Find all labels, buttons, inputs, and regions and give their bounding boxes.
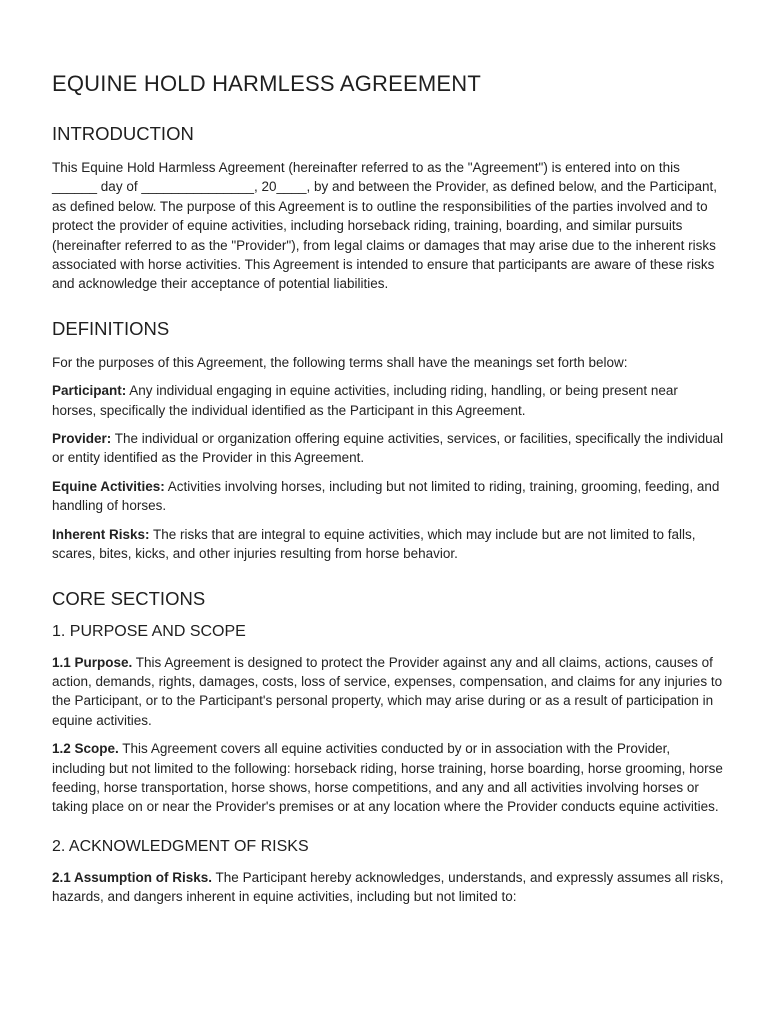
definitions-heading: DEFINITIONS bbox=[52, 317, 170, 339]
clause-text: This Agreement is designed to protect the Provider against any and all claims, actions, causes of action, demands, rights, damages, costs, loss of service, expenses, compensation, and claims for any injuries to the Participant, or to the Participant's personal property, which may arise during or as a result of participation in equine activities. bbox=[52, 654, 723, 728]
clause-term: 2.1 Assumption of Risks. bbox=[52, 869, 213, 885]
definition-inherent-risks bbox=[52, 525, 724, 564]
definition-participant bbox=[52, 381, 724, 420]
definition-equine-activities bbox=[52, 477, 724, 516]
core-sections-heading: CORE SECTIONS bbox=[52, 587, 206, 609]
clause-1-1 bbox=[52, 653, 724, 731]
clause-term: 1.2 Scope. bbox=[52, 741, 119, 757]
document-title: EQUINE HOLD HARMLESS AGREEMENT bbox=[52, 71, 481, 96]
definition-text: Any individual engaging in equine activities, including riding, handling, or being present near horses, specifically the individual identified as the Participant in this Agreement. bbox=[52, 383, 678, 418]
definition-term: Equine Activities: bbox=[52, 478, 165, 494]
clause-term: 1.1 Purpose. bbox=[52, 654, 133, 670]
clause-1-2 bbox=[52, 739, 724, 817]
clause-2-1 bbox=[52, 868, 724, 907]
definition-term: Provider: bbox=[52, 431, 112, 447]
definitions-intro: For the purposes of this Agreement, the following terms shall have the meanings set forth below: bbox=[52, 354, 628, 370]
clause-text: The Participant hereby acknowledges, understands, and expressly assumes all risks, hazards, and dangers inherent in equine activities, including but not limited to: bbox=[52, 869, 724, 905]
definition-term: Inherent Risks: bbox=[52, 526, 150, 542]
introduction-heading: INTRODUCTION bbox=[52, 123, 194, 144]
definition-text: The individual or organization offering equine activities, services, or facilities, specifically the individual or entity identified as the Provider in this Agreement. bbox=[52, 431, 724, 466]
section-1-heading: 1. PURPOSE AND SCOPE bbox=[52, 622, 246, 640]
definition-text: The risks that are integral to equine activities, which may include but are not limited to falls, scares, bites, kicks, and other injuries resulting from horse behavior. bbox=[52, 526, 696, 562]
definition-term: Participant: bbox=[52, 383, 127, 399]
introduction-paragraph: This Equine Hold Harmless Agreement (hereinafter referred to as the "Agreement") is entered into on this ______ day of _______________, 20____, by and between the Provider, as defined below, and the Participant, as defined below. The purpose of this Agreement is to outline the responsibilities of the parties involved and to protect the provider of equine activities, including horseback riding, training, boarding, and similar pursuits (hereinafter referred to as the "Provider"), from legal claims or damages that may arise due to the inherent risks associated with horse activities. This Agreement is intended to ensure that participants are aware of these risks and acknowledge their acceptance of potential liabilities. bbox=[52, 160, 718, 292]
section-2-heading: 2. ACKNOWLEDGMENT OF RISKS bbox=[52, 837, 309, 855]
clause-text: This Agreement covers all equine activities conducted by or in association with the Provider, including but not limited to the following: horseback riding, horse training, horse boarding, horse grooming, horse feeding, horse transportation, horse shows, horse competitions, and any and all activities involving horses or taking place on or near the Provider's premises or at any location where the Provider conducts equine activities. bbox=[52, 741, 723, 815]
definition-text: Activities involving horses, including but not limited to riding, training, grooming, feeding, and handling of horses. bbox=[52, 478, 720, 514]
definition-provider bbox=[52, 429, 724, 468]
